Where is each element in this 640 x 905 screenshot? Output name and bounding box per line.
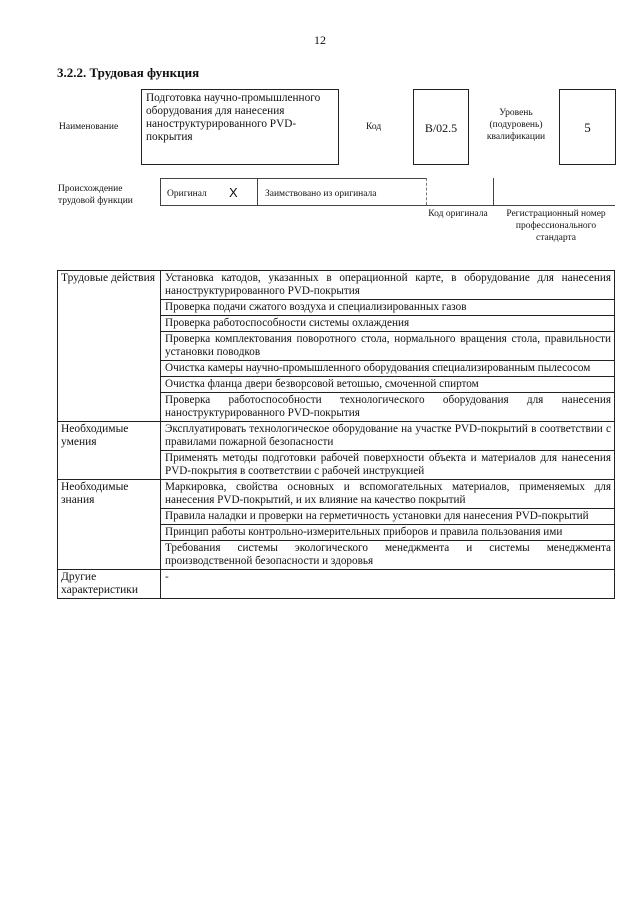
function-name-value: Подготовка научно-промышленного оборудования для нанесения наноструктурированного PVD-покрытия [146, 92, 321, 143]
level-box [559, 89, 616, 165]
reg-number-cell [493, 178, 616, 205]
table-cell: Эксплуатировать технологическое оборудование на участке PVD-покрытий в соответствии с правилами пожарной безопасности [161, 422, 615, 451]
code-original-caption: Код оригинала [428, 209, 488, 219]
table-row [58, 422, 615, 451]
function-name-box [141, 89, 339, 165]
section-header-other: Другие характеристики [58, 570, 161, 599]
reg-number-caption: Регистрационный номер профессионального стандарта [506, 209, 606, 243]
table-cell: Проверка работоспособности системы охлаждения [161, 316, 615, 332]
code-value: B/02.5 [424, 121, 458, 135]
table-cell: Требования системы экологического менеджмента и системы менеджмента производственной безопасности и здоровья [161, 541, 615, 570]
table-cell: Принцип работы контрольно-измерительных приборов и правила пользования ими [161, 525, 615, 541]
table-cell: Установка катодов, указанных в операционной карте, в оборудование для нанесения наноструктурированного PVD-покрытия [161, 271, 615, 300]
table-cell: Очистка фланца двери безворсовой ветошью, смоченной спиртом [161, 377, 615, 393]
code-label: Код [366, 122, 382, 132]
table-row [58, 570, 615, 599]
level-value: 5 [584, 120, 591, 135]
table-cell: Маркировка, свойства основных и вспомогательных материалов, применяемых для нанесения PVD-покрытий, и их влияние на качество покрытий [161, 480, 615, 509]
table-row [58, 271, 615, 300]
origin-divider [257, 179, 258, 205]
original-label: Оригинал [167, 189, 207, 199]
section-header-skills: Необходимые умения [58, 422, 161, 480]
table-cell: Проверка подачи сжатого воздуха и специализированных газов [161, 300, 615, 316]
borrowed-label: Заимствовано из оригинала [265, 189, 377, 199]
table-cell: - [161, 570, 615, 599]
table-cell: Применять методы подготовки рабочей поверхности объекта и материалов для нанесения PVD-покрытия в соответствии с рабочей инструкцией [161, 451, 615, 480]
page-number: 12 [314, 33, 326, 47]
origin-row [160, 178, 615, 206]
labor-function-table [57, 270, 615, 599]
section-header-labor-actions: Трудовые действия [58, 271, 161, 422]
name-label: Наименование [59, 122, 119, 132]
table-cell: Проверка комплектования поворотного стола, нормального вращения стола, правильности установки поводков [161, 332, 615, 361]
table-row [58, 480, 615, 509]
original-mark[interactable]: X [229, 185, 238, 200]
table-cell: Проверка работоспособности технологического оборудования для нанесения наноструктурированного PVD-покрытия [161, 393, 615, 422]
origin-label: Происхождение трудовой функции [58, 184, 133, 206]
level-label: Уровень (подуровень) квалификации [486, 108, 546, 142]
section-heading: 3.2.2. Трудовая функция [57, 65, 200, 80]
code-original-cell [426, 178, 493, 205]
code-box [413, 89, 469, 165]
table-cell: Очистка камеры научно-промышленного оборудования специализированным пылесосом [161, 361, 615, 377]
section-header-knowledge: Необходимые знания [58, 480, 161, 570]
table-cell: Правила наладки и проверки на герметичность установки для нанесения PVD-покрытий [161, 509, 615, 525]
